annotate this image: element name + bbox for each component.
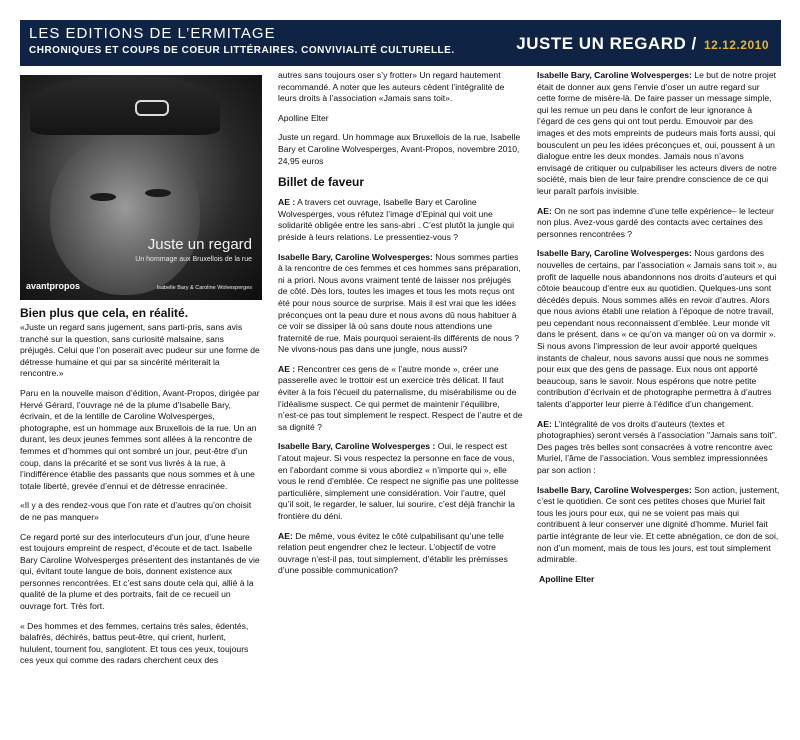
- speaker-label: Isabelle Bary, Caroline Wolvesperges :: [278, 441, 436, 452]
- speaker-label: AE :: [278, 363, 296, 374]
- answer-text: Son action, justement, c’est le quotidien. Ce sont ces petites choses que Muriel fait tous les jours pour eux, qui ne se voient pas mais qui contribuent à leur conserver une dignité d’homme. Muriel fait partie intégrante de leur vie. Et cette abnégation, ce don de soi, non d’un moment, mais de tous les jours, est tout simplement admirable.: [537, 484, 780, 565]
- answer: [537, 248, 780, 410]
- speaker-label: Isabelle Bary, Caroline Wolvesperges:: [537, 484, 692, 495]
- question: [537, 206, 780, 241]
- cover-subtitle: Un hommage aux Bruxellois de la rue: [135, 256, 252, 263]
- paragraph: Paru en la nouvelle maison d’édition, Avant-Propos, dirigée par Hervé Gérard, l’ouvrage né de la plume d’Isabelle Bary, écrivain, et de la lentille de Caroline Wolvesperges, photographe, est un hommage aux Bruxellois de la rue. Un an durant, les deux jeunes femmes sont allées à la rencontre de femmes et d’hommes qui ont sombré un jour, peut-être d’un coup, dans la précarité et se sont vus livrés à la rue, à l’indifférence établie des passants que nous sommes et à une totale liberté, grevée d’ennui et de détresse enracinée.: [20, 387, 260, 491]
- answer: [537, 485, 780, 566]
- publisher-logo: avantpropos: [26, 281, 81, 291]
- portrait-eye-left: [90, 193, 116, 201]
- answer-text: Nous sommes parties à la rencontre de ces femmes et ces hommes sans préparation, ni a priori. Nous avons vraiment tenté de laisser nos préjugés de côté. Dès lors, toutes les images et tous les mots reçus ont été pour nous source de surprise. Mais il est vrai que les idées préconçues ont la peau dure et nous avons dû nous habituer à ce voir se dissiper là où sans doute nous attendions une fraternité de rue. Mais pourquoi seraient-ils différents de nous ? Ne vivons-nous pas dans une jungle, nous aussi?: [278, 251, 521, 355]
- paragraph: autres sans toujours oser s’y frotter» Un regard hautement recommandé. A noter que les auteurs cèdent l’intégralité de leurs droits à l’association «Jamais sans toit».: [278, 70, 505, 104]
- column-2: [278, 70, 523, 585]
- cover-authors: Isabelle Bary & Caroline Wolvesperges: [156, 285, 252, 291]
- paragraph: «Juste un regard sans jugement, sans parti-pris, sans avis tranché sur la question, sans curiosité malsaine, sans préjugés. Celui que l’on poserait avec pudeur sur une forme de détresse humaine et qui par sa sincérité mériterait la rencontre.»: [20, 322, 260, 379]
- site-title: LES EDITIONS DE L’ERMITAGE: [29, 25, 276, 42]
- interview-heading: Billet de faveur: [278, 175, 365, 190]
- signature: Apolline Elter: [539, 573, 595, 584]
- paragraph: Ce regard porté sur des interlocuteurs d’un jour, d’une heure est toujours empreint de respect, d’écoute et de tact. Isabelle Bary Caroline Wolvesperges présentent des instantanés de vie qui, évitant toute langue de bois, donnent existence aux personnes rencontrées. Et c’est sans doute cela qui, allié à la qualité de la plume et des portraits, fait de ce recueil un ouvrage fort. Très fort.: [20, 531, 260, 612]
- speaker-label: AE:: [278, 530, 293, 541]
- signature: Apolline Elter: [278, 112, 329, 123]
- answer-text: Nous gardons des nouvelles de certains, par l’association « Jamais sans toit », au profit de laquelle nous abandonnons nos droits d’auteurs et qui côtoie beaucoup d’entre eux au quotidien. Quelques-uns sont décédés depuis. Nous sommes allés en revoir d’autres. Alors que nous avions établi une relation à l’époque de notre travail, peu cependant nous reconnaissent d’emblée. Leur monde vit dans le présent, dans « ce qu’on va manger où on va dormir ». Si nous avons l’impression de leur avoir apporté quelques instants de chaleur, nous savons aussi que nous ne sommes pour eux que des gens de passage. Eux nous ont apporté beaucoup, sans le savoir. Nous espérons que notre petite contribution d’écrivain et de photographe permettra à d’autres talents d’apporter leur pierre à l’édifice d’un changement.: [537, 248, 777, 410]
- cap-logo: [135, 100, 169, 116]
- paragraph: « Des hommes et des femmes, certains très sales, édentés, balafrés, déchirés, battus peut-être, qui crient, hurlent, hululent, tournent fou, sanglotent. Et tous ces yeux, toujours ces yeux qui comme des radars cherchent ceux des: [20, 620, 249, 666]
- book-reference: Juste un regard. Un hommage aux Bruxellois de la rue, Isabelle Bary et Caroline Wolvesperges, Avant-Propos, novembre 2010, 24,95 euros: [278, 132, 521, 166]
- question-text: L’intégralité de vos droits d’auteurs (textes et photographies) seront versés à l’association "Jamais sans toit". Des pages très belles sont consacrées à votre rencontre avec Muriel, l’âme de l’association. Vous semblez impressionnées par son action :: [537, 418, 778, 475]
- header-banner: [20, 20, 781, 66]
- question: [537, 419, 780, 477]
- speaker-label: Isabelle Bary, Caroline Wolvesperges:: [278, 251, 433, 262]
- answer-text: Le but de notre projet était de donner aux gens l’envie d’oser un autre regard sur cette forme de misère-là. De faire passer un message simple, qui les remue un peu dans le confort de leur ignorance à l’égard de ces gens qui ont tout perdu. Emouvoir par des images et des mots empreints de pudeurs mais forts aussi, qui bousculent un peu les idées préconçues et, oui, poussent à un dialogue entre les deux mondes. Jamais nous n’avons envisagé de critiquer ou culpabiliser les acteurs divers de notre société, mais bien de leur faire prendre conscience de ce qui leur paraît parfois invisible.: [537, 70, 777, 196]
- question-text: Rencontrer ces gens de « l’autre monde », créer une passerelle avec le trottoir est un exercice très délicat. Il faut éviter à la fois l’écueil du paternalisme, du misérabilisme ou de l’idéalisme suspect. Ce qui permet de maintenir l’équilibre, n’est-ce pas tout simplement le respect. Respect de l’autre et de sa dignité ?: [278, 363, 523, 432]
- speaker-label: Isabelle Bary, Caroline Wolvesperges:: [537, 248, 692, 259]
- portrait-cap: [30, 75, 220, 135]
- section-title: [516, 34, 769, 54]
- speaker-label: AE :: [278, 197, 296, 208]
- portrait-eye-right: [145, 189, 171, 197]
- article-date: 12.12.2010: [703, 38, 769, 52]
- column-1: [20, 306, 260, 675]
- portrait-face: [50, 135, 200, 295]
- cover-title: Juste un regard: [147, 236, 252, 253]
- answer: [278, 252, 523, 356]
- book-cover-photo: [20, 75, 262, 300]
- article-heading: Bien plus que cela, en réalité.: [20, 306, 189, 320]
- column-3: [537, 70, 780, 593]
- question: [278, 531, 523, 577]
- speaker-label: Isabelle Bary, Caroline Wolvesperges:: [537, 70, 692, 80]
- speaker-label: AE:: [537, 418, 552, 429]
- paragraph: «Il y a des rendez-vous que l’on rate et d’autres qu’on choisit de ne pas manquer»: [20, 500, 252, 522]
- question-text: De même, vous évitez le côté culpabilisant qu’une telle relation peut engendrer chez le lecteur. L’objectif de votre ouvrage n’est-il pas, tout simplement, d’établir les prémisses d’une possible communication?: [278, 530, 508, 576]
- section-label: JUSTE UN REGARD /: [516, 34, 697, 53]
- answer: [278, 441, 523, 522]
- answer-text: Oui, le respect est l’atout majeur. Si vous respectez la personne en face de vous, en l’abordant comme si vous abordiez « n’importe qui », elle vous le rend d’emblée. Ce respect ne signifie pas une politesse particulière, simplement une considération. Voir l’autre, quel qu’il soit, le regarder, le saluer, lui sourire, c’est déjà franchir la frontière du déni.: [278, 441, 519, 521]
- answer: [537, 70, 780, 198]
- question: [278, 364, 523, 434]
- question: [278, 197, 523, 243]
- question-text: A travers cet ouvrage, Isabelle Bary et Caroline Wolvesperges, vous réfutez l’image d’Epinal qui voit une solidarité obligée entre les sans-abri . C’est plutôt la jungle qui préside à leurs relations. Le pressentiez-vous ?: [278, 197, 514, 242]
- speaker-label: AE:: [537, 205, 552, 216]
- question-text: On ne sort pas indemne d’une telle expérience– le lecteur non plus. Avez-vous gardé des contacts avec certaines des personnes rencontrées ?: [537, 205, 774, 239]
- site-subtitle: CHRONIQUES ET COUPS DE COEUR LITTÉRAIRES. CONVIVIALITÉ CULTURELLE.: [29, 45, 455, 56]
